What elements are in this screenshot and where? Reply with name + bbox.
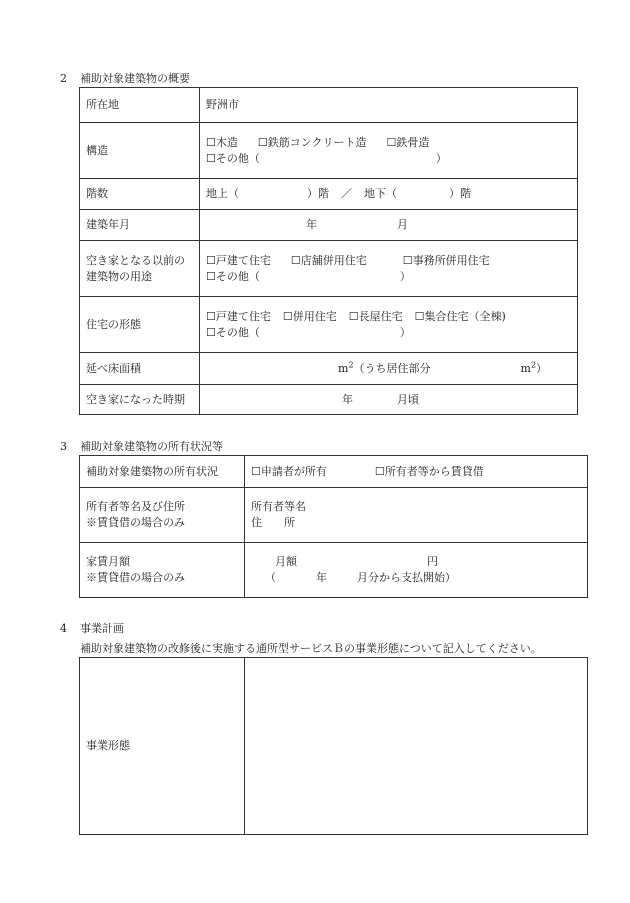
floors-separator: ／	[341, 187, 352, 200]
floor-area-residential-unit-sup: 2	[530, 359, 537, 369]
section-2-heading: 補助対象建築物の概要	[80, 72, 190, 85]
housing-other-close: ）	[399, 325, 411, 339]
vacant-year-unit: 年	[342, 392, 353, 406]
section-4-title	[60, 620, 124, 636]
location-value[interactable]: 野洲市	[200, 88, 578, 123]
row-structure	[80, 123, 578, 179]
floors-above-unit: ）階	[307, 187, 329, 200]
floor-area-residential-unit: m	[520, 361, 531, 375]
section-2-title	[60, 70, 190, 86]
rent-label	[80, 543, 245, 598]
owner-address-label: 住 所	[251, 516, 295, 529]
floor-area-residential-label: （うち居住部分	[353, 361, 431, 375]
built-value	[200, 210, 578, 241]
row-floor-area	[80, 353, 578, 385]
checkbox-housing-detached[interactable]: ☐戸建て住宅	[206, 309, 271, 323]
checkbox-housing-other[interactable]: ☐その他（	[206, 325, 260, 339]
section-4-heading: 事業計画	[80, 622, 124, 635]
checkbox-prior-office[interactable]: ☐事務所併用住宅	[402, 253, 490, 267]
business-type-input[interactable]	[245, 658, 588, 835]
housing-label: 住宅の形態	[80, 297, 200, 353]
checkbox-steel[interactable]: ☐鉄骨造	[386, 135, 430, 149]
row-floors	[80, 179, 578, 210]
business-plan-table	[79, 657, 588, 835]
structure-other-close: ）	[435, 151, 447, 165]
vacant-value	[200, 385, 578, 415]
checkbox-housing-combined[interactable]: ☐併用住宅	[282, 309, 337, 323]
floors-below-label: 地下（	[364, 187, 397, 200]
floors-value	[200, 179, 578, 210]
rent-monthly-label: 月額	[275, 555, 297, 568]
row-location	[80, 88, 578, 123]
business-type-label: 事業形態	[80, 658, 245, 835]
rent-start-open: （	[265, 571, 276, 584]
vacant-month-unit: 月頃	[397, 392, 419, 406]
floor-area-unit: m	[338, 361, 349, 375]
checkbox-housing-row[interactable]: ☐長屋住宅	[348, 309, 403, 323]
prior-use-label	[80, 241, 200, 297]
owner-name-label: 所有者等名	[251, 500, 306, 513]
housing-options	[200, 297, 578, 353]
ownership-table	[79, 455, 588, 598]
prior-use-label-line2: 建築物の用途	[86, 269, 152, 283]
built-month-unit: 月	[397, 218, 408, 231]
rent-yen-unit: 円	[427, 555, 438, 568]
vacant-label: 空き家になった時期	[80, 385, 200, 415]
checkbox-wood[interactable]: ☐木造	[206, 135, 238, 149]
built-label: 建築年月	[80, 210, 200, 241]
section-3-heading: 補助対象建築物の所有状況等	[80, 440, 223, 453]
checkbox-prior-other[interactable]: ☐その他（	[206, 269, 260, 283]
structure-label: 構造	[80, 123, 200, 179]
owner-info-label-line2: ※賃貸借の場合のみ	[86, 516, 185, 529]
checkbox-prior-detached[interactable]: ☐戸建て住宅	[206, 253, 271, 267]
floor-area-label: 延べ床面積	[80, 353, 200, 385]
rent-start-year-unit: 年	[316, 571, 327, 584]
floors-label: 階数	[80, 179, 200, 210]
ownership-options	[245, 456, 588, 488]
section-4-instruction: 補助対象建築物の改修後に実施する通所型サービスＢの事業形態について記入してください。	[80, 642, 542, 655]
row-rent	[80, 543, 588, 598]
checkbox-leased[interactable]: ☐所有者等から賃貸借	[374, 464, 484, 478]
floor-area-unit-sup: 2	[348, 359, 354, 369]
checkbox-structure-other[interactable]: ☐その他（	[206, 151, 260, 165]
checkbox-owned-by-applicant[interactable]: ☐申請者が所有	[251, 464, 327, 478]
built-year-unit: 年	[306, 218, 317, 231]
prior-use-options	[200, 241, 578, 297]
section-4-number: 4	[60, 622, 67, 635]
checkbox-housing-collective[interactable]: ☐集合住宅（全棟)	[414, 309, 506, 323]
rent-label-line2: ※賃貸借の場合のみ	[86, 571, 185, 584]
row-business-type	[80, 658, 588, 835]
row-prior-use	[80, 241, 578, 297]
owner-info-label-line1: 所有者等名及び住所	[86, 500, 185, 513]
checkbox-rc[interactable]: ☐鉄筋コンクリート造	[257, 135, 367, 149]
section-3-number: 3	[60, 440, 67, 453]
rent-start-label: 月分から支払開始）	[357, 571, 456, 584]
floors-above-label: 地上（	[206, 187, 239, 200]
row-housing-type	[80, 297, 578, 353]
checkbox-prior-shop[interactable]: ☐店舗併用住宅	[290, 253, 367, 267]
ownership-label: 補助対象建築物の所有状況	[80, 456, 245, 488]
row-built-date	[80, 210, 578, 241]
rent-label-line1: 家賃月額	[86, 555, 130, 568]
floor-area-close: ）	[536, 361, 548, 375]
section-3-title	[60, 438, 223, 454]
row-vacant-since	[80, 385, 578, 415]
row-owner-info	[80, 488, 588, 543]
owner-info-label	[80, 488, 245, 543]
section-2-number: 2	[60, 72, 67, 85]
floors-below-unit: ）階	[449, 187, 471, 200]
floor-area-value	[200, 353, 578, 385]
prior-use-label-line1: 空き家となる以前の	[86, 253, 185, 267]
row-ownership	[80, 456, 588, 488]
structure-options	[200, 123, 578, 179]
location-label: 所在地	[80, 88, 200, 123]
building-overview-table	[79, 87, 578, 415]
owner-info-fields[interactable]	[245, 488, 588, 543]
prior-other-close: ）	[399, 269, 411, 283]
rent-fields	[245, 543, 588, 598]
